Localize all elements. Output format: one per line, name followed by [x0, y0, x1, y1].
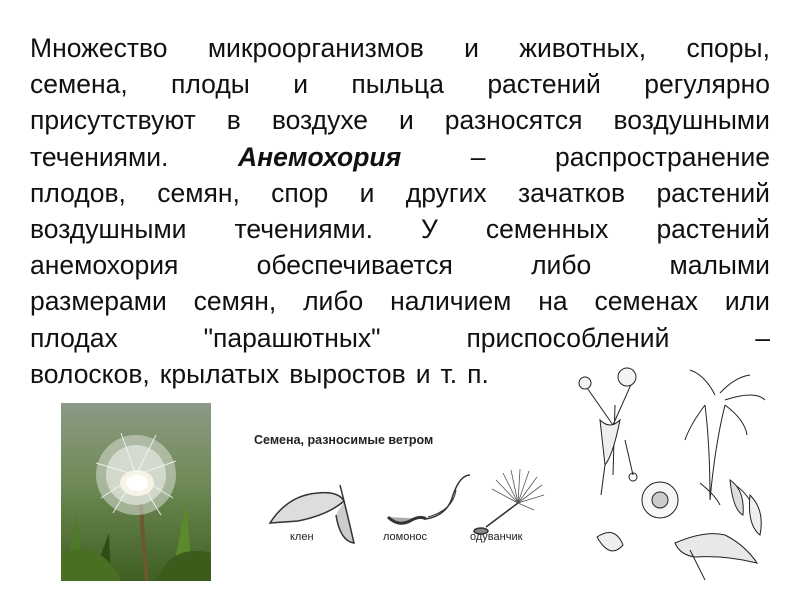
term-anemochory: Анемохория [237, 141, 402, 172]
word: разносятся [444, 105, 583, 136]
word: и [359, 177, 375, 208]
word: анемохория [30, 250, 179, 281]
word: либо [303, 286, 364, 317]
dandelion-photo [61, 403, 211, 581]
label-maple: клен [290, 531, 314, 543]
word: присутствуют [30, 105, 196, 136]
text-line-2 [30, 66, 770, 102]
word: обеспечивается [256, 250, 453, 281]
word: или [724, 286, 770, 317]
label-dandelion: одуванчик [470, 531, 523, 543]
word: течениями. [234, 213, 373, 244]
text-line-5 [30, 175, 770, 211]
word: и [293, 69, 308, 100]
word: приспособлений [466, 322, 670, 353]
word: либо [531, 250, 592, 281]
word: и [415, 358, 431, 389]
word: малыми [669, 250, 770, 281]
word: семенах [594, 286, 699, 317]
word: в [226, 105, 241, 136]
word: регулярно [644, 69, 770, 100]
word: зачатков [517, 177, 626, 208]
text-line-8 [30, 283, 770, 319]
word: волосков, [30, 358, 150, 389]
text-line-1 [30, 30, 770, 66]
word: воздушными [613, 105, 770, 136]
botanical-drawings [575, 365, 780, 587]
word: и [464, 33, 479, 63]
word: растений [656, 177, 770, 208]
word: – [470, 141, 486, 172]
word: воздухе [271, 105, 369, 136]
word: спор [271, 177, 329, 208]
word: Множество [30, 33, 168, 63]
word: растений [487, 69, 601, 100]
word: плодах [30, 322, 118, 353]
word: споры, [686, 33, 770, 63]
word: – [755, 322, 770, 353]
main-paragraph [30, 30, 770, 392]
word: крылатых [159, 358, 280, 389]
text-line-9 [30, 320, 770, 356]
word: семян, [193, 286, 277, 317]
word: распространение [555, 141, 770, 172]
word: и [398, 105, 414, 136]
word: течениями. [30, 141, 169, 172]
word: наличием [390, 286, 512, 317]
word: воздушными [30, 213, 187, 244]
text-line-3 [30, 102, 770, 138]
label-clematis: ломонос [383, 531, 428, 543]
figure-caption: Семена, разносимые ветром [254, 433, 434, 447]
text-line-4 [30, 139, 770, 175]
word: семенных [485, 213, 609, 244]
word: семян, [157, 177, 240, 208]
wind-seeds-figure [248, 425, 568, 555]
word: п. [467, 358, 489, 389]
word: семена, [30, 69, 128, 100]
word: растений [656, 213, 770, 244]
word: других [405, 177, 487, 208]
word: размерами [30, 286, 167, 317]
word: плодов, [30, 177, 126, 208]
text-line-6 [30, 211, 770, 247]
word: животных, [519, 33, 647, 63]
word: т. [440, 358, 458, 389]
word: плоды [171, 69, 250, 100]
word: микроорганизмов [207, 33, 424, 63]
word: У [420, 213, 438, 244]
word: "парашютных" [203, 322, 381, 353]
word: выростов [289, 358, 406, 389]
word: пыльца [351, 69, 444, 100]
word: на [538, 286, 568, 317]
text-line-7 [30, 247, 770, 283]
